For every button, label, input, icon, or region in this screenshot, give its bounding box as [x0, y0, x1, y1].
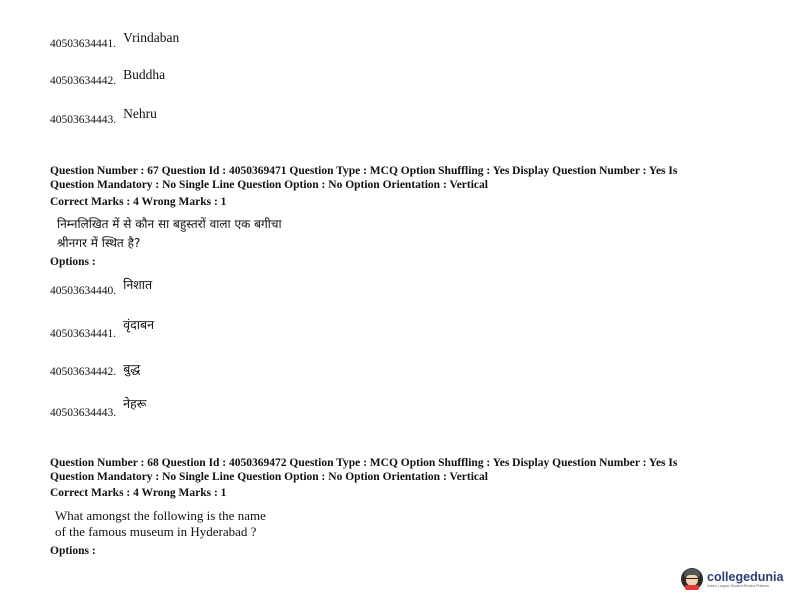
option-id: 40503634442.	[50, 75, 117, 87]
student-mascot-icon	[681, 568, 703, 590]
q67-question-line1: निम्नलिखित में से कौन सा बहुस्तरों वाला एक बगीचा	[57, 217, 282, 231]
option-text: Nehru	[123, 106, 157, 121]
option-id: 40503634443.	[50, 407, 117, 419]
q67-option-2	[50, 317, 155, 342]
q68-marks: Correct Marks : 4 Wrong Marks : 1	[50, 487, 227, 499]
logo-name: collegedunia	[707, 570, 784, 584]
prev-option-1	[50, 30, 180, 52]
logo-tagline: India's Largest Student Review Platform	[707, 584, 770, 588]
option-text: बुद्ध	[123, 361, 141, 376]
option-text: वृंदाबन	[123, 317, 155, 332]
option-text: Vrindaban	[123, 30, 180, 45]
q68-question-line2: of the famous museum in Hyderabad ?	[55, 524, 257, 539]
option-id: 40503634441.	[50, 328, 117, 340]
option-id: 40503634442.	[50, 366, 117, 378]
q67-meta-line1: Question Number : 67 Question Id : 4050369471 Question Type : MCQ Option Shuffling : Yes Display Question Number : Yes Is	[50, 165, 678, 177]
prev-option-2	[50, 67, 166, 89]
q67-option-1	[50, 277, 153, 299]
q67-options-label: Options :	[50, 256, 96, 268]
q67-question-line2: श्रीनगर में स्थित है?	[57, 236, 141, 250]
prev-option-3	[50, 106, 157, 128]
q68-meta-line2: Question Mandatory : No Single Line Question Option : No Option Orientation : Vertical	[50, 471, 488, 483]
option-id: 40503634440.	[50, 285, 117, 297]
collegedunia-logo	[681, 568, 783, 590]
option-id: 40503634441.	[50, 38, 117, 50]
q67-option-3	[50, 362, 140, 380]
q67-option-4	[50, 396, 147, 421]
q67-marks: Correct Marks : 4 Wrong Marks : 1	[50, 196, 227, 208]
q68-question-line1: What amongst the following is the name	[55, 508, 266, 523]
q68-meta-line1: Question Number : 68 Question Id : 4050369472 Question Type : MCQ Option Shuffling : Yes Display Question Number : Yes Is	[50, 457, 678, 469]
q68-options-label: Options :	[50, 545, 96, 557]
option-text: निशात	[123, 277, 153, 292]
option-text: Buddha	[123, 67, 166, 82]
q67-meta-line2: Question Mandatory : No Single Line Question Option : No Option Orientation : Vertical	[50, 179, 488, 191]
option-id: 40503634443.	[50, 114, 117, 126]
option-text: नेहरू	[123, 396, 147, 411]
